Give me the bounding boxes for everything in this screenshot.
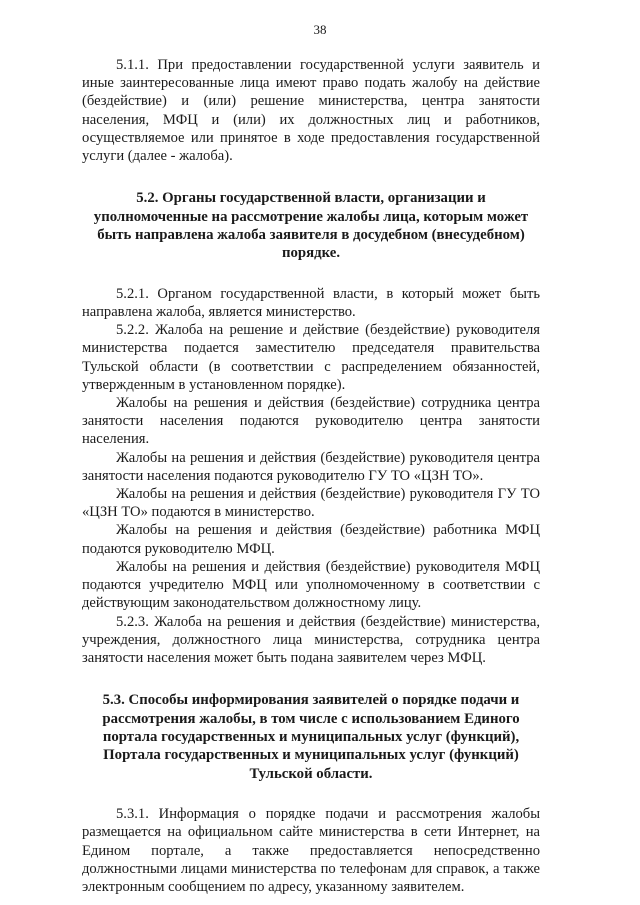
paragraph-5-2-2: 5.2.2. Жалоба на решение и действие (бездействие) руководителя министерства подается заместителю председателя правительства Тульской области (в соответствии с распределением обязанностей, утвержденным в установленном порядке). bbox=[82, 322, 540, 393]
paragraph-complaint-gu-head: Жалобы на решения и действия (бездействие) руководителя ГУ ТО «ЦЗН ТО» подаются в министерство. bbox=[82, 486, 540, 521]
paragraph-complaint-mfc-employee: Жалобы на решения и действия (бездействие) работника МФЦ подаются руководителю МФЦ. bbox=[82, 522, 540, 557]
paragraph-complaint-mfc-head: Жалобы на решения и действия (бездействие) руководителя МФЦ подаются учредителю МФЦ или уполномоченному в соответствии с действующим законодательством должностному лицу. bbox=[82, 558, 540, 612]
document-body bbox=[82, 56, 540, 896]
paragraph-complaint-czn-employee: Жалобы на решения и действия (бездействие) сотрудника центра занятости населения подаются руководителю центра занятости населения. bbox=[82, 395, 540, 448]
paragraph-5-1-1: 5.1.1. При предоставлении государственной услуги заявитель и иные заинтересованные лица имеют право подать жалобу на действие (бездействие) и (или) решение министерства, центра занятости населения, МФЦ и (или) их должностных лиц и работников, осуществляемое или принятое в ходе предоставления государственной услуги (далее - жалоба). bbox=[82, 57, 540, 165]
paragraph-complaint-czn-head: Жалобы на решения и действия (бездействие) руководителя центра занятости населения подаются руководителю ГУ ТО «ЦЗН ТО». bbox=[82, 449, 540, 484]
heading-5-3: 5.3. Способы информирования заявителей о порядке подачи и рассмотрения жалобы, в том числе с использованием Единого портала государственных и муниципальных услуг (функций), Портала государственных и муниципальных услуг (функций) Тульской области. bbox=[102, 692, 520, 782]
heading-5-2: 5.2. Органы государственной власти, организации и уполномоченные на рассмотрение жалобы лица, которым может быть направлена жалоба заявителя в досудебном (внесудебном) порядке. bbox=[93, 190, 529, 262]
paragraph-5-2-3: 5.2.3. Жалоба на решения и действия (бездействие) министерства, учреждения, должностного лица министерства, сотрудника центра занятости населения может быть подана заявителем через МФЦ. bbox=[82, 613, 540, 666]
paragraph-5-3-1: 5.3.1. Информация о порядке подачи и рассмотрения жалобы размещается на официальном сайте министерства в сети Интернет, на Едином портале, а также предоставляется непосредственно должностными лицами министерства по телефонам для справок, а также электронным сообщением по адресу, указанному заявителем. bbox=[82, 806, 540, 895]
page-number: 38 bbox=[313, 22, 327, 37]
paragraph-5-2-1: 5.2.1. Органом государственной власти, в который может быть направлена жалоба, является министерство. bbox=[82, 285, 540, 321]
